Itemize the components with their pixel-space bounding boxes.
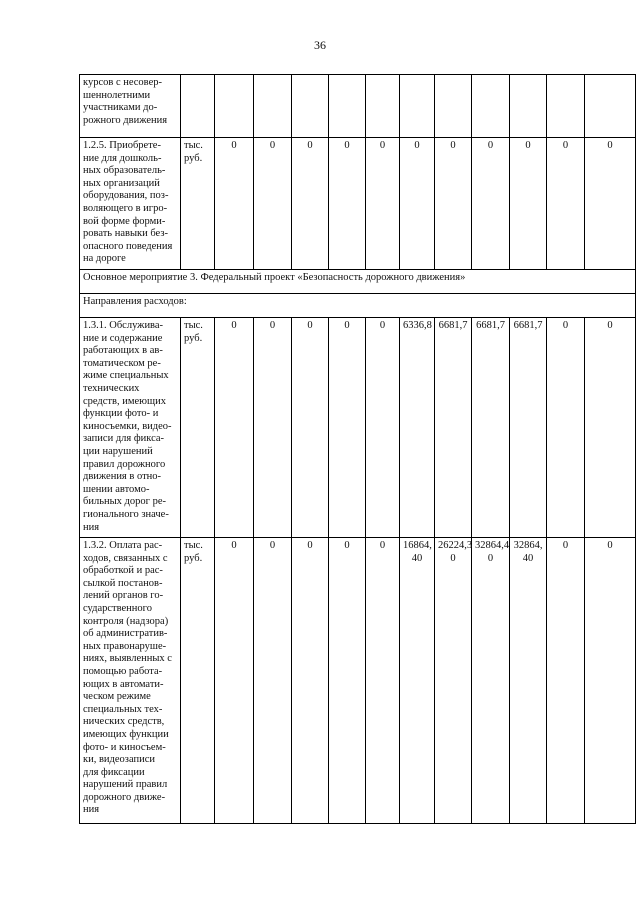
description-cell — [80, 75, 181, 138]
text-line: оборудования, поз- — [83, 190, 169, 202]
text-line: функции фото- и — [83, 408, 159, 420]
text-line: томатическом ре- — [83, 357, 161, 369]
value-cell — [400, 75, 435, 138]
value-cell: 0 — [329, 538, 366, 824]
text-line: записи для фикса- — [83, 433, 165, 445]
value-cell: 0 — [215, 538, 254, 824]
value-cell — [366, 75, 400, 138]
value-cell — [215, 75, 254, 138]
text-line: ных правонаруше- — [83, 640, 167, 652]
text-line: курсов с несовер- — [83, 77, 162, 88]
text-line: ния — [83, 521, 100, 533]
value-cell — [435, 75, 472, 138]
value-cell — [254, 75, 292, 138]
value-cell: 6681,7 — [510, 318, 547, 538]
text-line: ных организаций — [83, 177, 160, 189]
text-line: ных образователь- — [83, 165, 166, 177]
text-line: рожного движения — [83, 114, 168, 126]
text-line: ходов, связанных с — [83, 552, 168, 564]
text-line: 1.3.2. Оплата рас- — [83, 540, 163, 551]
text-line: 0 — [487, 552, 494, 564]
value-cell: 6681,7 — [472, 318, 510, 538]
text-line: ющих в автомати- — [83, 678, 164, 690]
value-cell: 0 — [215, 138, 254, 270]
text-line: 1.2.5. Приобрете- — [83, 140, 161, 151]
text-line: фото- и киносъем- — [83, 741, 166, 753]
value-cell: 0 — [292, 138, 329, 270]
value-cell — [547, 75, 585, 138]
text-line: шении автомо- — [83, 483, 150, 495]
text-line: тыс. — [184, 140, 203, 151]
text-line: 32864, — [513, 540, 543, 551]
value-cell: 0 — [400, 138, 435, 270]
text-line: 40 — [522, 552, 534, 564]
text-line: руб. — [184, 332, 203, 344]
text-line: сударственного — [83, 602, 152, 614]
value-cell — [400, 538, 435, 824]
table-row — [80, 270, 636, 294]
table-row — [80, 294, 636, 318]
value-cell: 0 — [254, 538, 292, 824]
text-line: 26224,3 — [438, 540, 473, 551]
text-line: сылкой постанов- — [83, 577, 163, 589]
section-header-cell: Основное мероприятие 3. Федеральный проект «Безопасность дорожного движения» — [80, 270, 636, 294]
text-line: нических средств, — [83, 716, 165, 728]
table-row — [80, 138, 636, 270]
value-cell — [510, 538, 547, 824]
text-line: имеющих функции — [83, 728, 169, 740]
value-cell: 0 — [472, 138, 510, 270]
unit-cell — [181, 538, 215, 824]
section-header-cell: Направления расходов: — [80, 294, 636, 318]
value-cell — [435, 538, 472, 824]
value-cell: 0 — [366, 318, 400, 538]
value-cell: 0 — [585, 318, 636, 538]
description-cell — [80, 538, 181, 824]
page-number: 36 — [314, 38, 326, 52]
description-cell — [80, 318, 181, 538]
text-line: для фиксации — [83, 766, 145, 778]
text-line: контроля (надзора) — [83, 615, 169, 627]
value-cell: 6336,8 — [400, 318, 435, 538]
text-line: 32864,4 — [475, 540, 510, 551]
text-line: ние для дошколь- — [83, 152, 162, 164]
value-cell: 0 — [215, 318, 254, 538]
value-cell: 0 — [329, 318, 366, 538]
value-cell: 0 — [254, 318, 292, 538]
text-line: опасного поведения — [83, 240, 173, 252]
text-line: специальных тех- — [83, 703, 163, 715]
text-line: на дороге — [83, 253, 126, 265]
text-line: ния — [83, 804, 100, 816]
text-line: работающих в ав- — [83, 345, 163, 357]
text-line: ки, видеозаписи — [83, 754, 155, 766]
text-line: технических — [83, 382, 140, 394]
text-line: лений органов го- — [83, 590, 164, 602]
table-row — [80, 318, 636, 538]
value-cell: 0 — [585, 538, 636, 824]
value-cell — [585, 75, 636, 138]
text-line: 0 — [450, 552, 456, 564]
text-line: ниях, выявленных с — [83, 653, 172, 665]
text-line: помощью работа- — [83, 665, 163, 677]
text-line: руб. — [184, 152, 203, 164]
unit-cell — [181, 318, 215, 538]
value-cell — [329, 75, 366, 138]
value-cell: 0 — [547, 318, 585, 538]
value-cell — [292, 75, 329, 138]
text-line: тыс. — [184, 540, 203, 551]
text-line: гионального значе- — [83, 508, 169, 520]
table-row — [80, 75, 636, 138]
budget-table — [79, 74, 636, 824]
value-cell: 0 — [510, 138, 547, 270]
text-line: 1.3.1. Обслужива- — [83, 320, 164, 331]
text-line: ние и содержание — [83, 332, 163, 344]
text-line: ции нарушений — [83, 445, 153, 457]
unit-cell — [181, 75, 215, 138]
value-cell: 0 — [547, 138, 585, 270]
value-cell: 0 — [292, 538, 329, 824]
text-line: вой форме форми- — [83, 215, 166, 227]
text-line: тыс. — [184, 320, 203, 331]
table-row — [80, 538, 636, 824]
text-line: 40 — [411, 552, 423, 564]
unit-cell — [181, 138, 215, 270]
text-line: обработкой и рас- — [83, 565, 163, 577]
value-cell: 0 — [547, 538, 585, 824]
text-line: 16864, — [403, 540, 432, 551]
text-line: участниками до- — [83, 102, 158, 114]
value-cell: 0 — [435, 138, 472, 270]
value-cell: 0 — [254, 138, 292, 270]
value-cell: 0 — [366, 538, 400, 824]
value-cell — [510, 75, 547, 138]
value-cell — [472, 538, 510, 824]
text-line: ровать навыки без- — [83, 228, 168, 240]
text-line: жиме специальных — [83, 370, 169, 382]
value-cell: 6681,7 — [435, 318, 472, 538]
text-line: средств, имеющих — [83, 395, 166, 407]
description-cell — [80, 138, 181, 270]
text-line: правил дорожного — [83, 458, 166, 470]
text-line: шеннолетними — [83, 89, 151, 101]
text-line: руб. — [184, 552, 203, 564]
value-cell: 0 — [292, 318, 329, 538]
value-cell: 0 — [329, 138, 366, 270]
text-line: воляющего в игро- — [83, 202, 168, 214]
text-line: движения в отно- — [83, 471, 162, 483]
value-cell: 0 — [366, 138, 400, 270]
text-line: дорожного движе- — [83, 791, 166, 803]
text-line: нарушений правил — [83, 779, 168, 791]
text-line: бильных дорог ре- — [83, 496, 166, 508]
value-cell — [472, 75, 510, 138]
text-line: киносъемки, видео- — [83, 420, 172, 432]
value-cell: 0 — [585, 138, 636, 270]
text-line: об административ- — [83, 628, 168, 640]
text-line: ческом режиме — [83, 691, 151, 703]
